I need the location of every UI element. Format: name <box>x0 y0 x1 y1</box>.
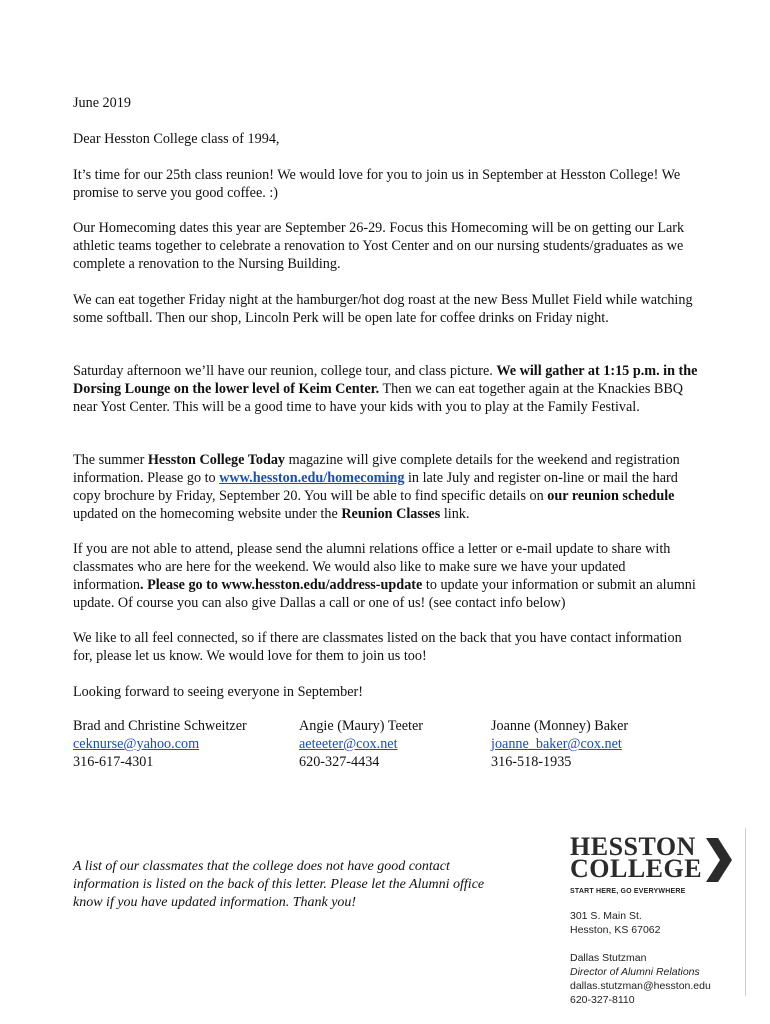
contact-title: Director of Alumni Relations <box>570 966 700 978</box>
signature-angie <box>299 717 423 771</box>
signature-joanne <box>491 717 628 771</box>
signature-brad <box>73 717 247 771</box>
magazine-text-c: in late July and register on-line or mail the hard copy brochure by Friday, September 20. You will be able to find specific details on <box>73 470 678 504</box>
signature-name: Brad and Christine Schweitzer <box>73 718 247 734</box>
address-city: Hesston, KS 67062 <box>570 924 661 936</box>
signature-email-link[interactable]: ceknurse@yahoo.com <box>73 736 200 752</box>
signature-email-link[interactable]: joanne_baker@cox.net <box>491 736 622 752</box>
paragraph-homecoming-dates: Our Homecoming dates this year are September 26-29. Focus this Homecoming will be on getting our Lark athletic teams together to celebrate a renovation to Yost Center and on our nursing students/graduates as we complete a renovation to the Nursing Building. <box>73 220 685 272</box>
magazine-text-a: The summer <box>73 452 148 468</box>
magazine-text-e: link. <box>440 506 470 522</box>
letter-salutation: Dear Hesston College class of 1994, <box>73 131 280 147</box>
contact-phone: 620-327-8110 <box>570 994 635 1006</box>
signature-phone: 620-327-4434 <box>299 754 380 770</box>
paragraph-update <box>73 540 698 612</box>
letter-date: June 2019 <box>73 95 131 111</box>
signature-name: Joanne (Monney) Baker <box>491 718 629 734</box>
college-logo <box>570 832 750 901</box>
paragraph-reunion: It’s time for our 25th class reunion! We would love for you to join us in September at Hesston College! We promise to serve you good coffee. :) <box>73 167 681 201</box>
address-street: 301 S. Main St. <box>570 910 642 922</box>
logo-tagline: START HERE, GO EVERYWHERE <box>570 888 686 895</box>
reunion-classes-text: Reunion Classes <box>341 506 441 522</box>
classmates-footnote: A list of our classmates that the college does not have good contact information is listed on the back of this letter. Please let the Alumni office know if you have updated information. Thank you! <box>73 859 485 910</box>
signature-phone: 316-518-1935 <box>491 754 572 770</box>
paragraph-saturday <box>73 362 698 416</box>
magazine-text-b: magazine will give complete details for the weekend and registration information. Please go to <box>73 452 680 486</box>
saturday-text-b: Then we can eat together again at the Knackies BBQ near Yost Center. This will be a good time to have your kids with you to play at the Family Festival. <box>73 381 684 415</box>
magazine-text-d: updated on the homecoming website under the <box>73 506 342 522</box>
chevron-right-icon <box>704 838 732 882</box>
homecoming-link[interactable]: www.hesston.edu/homecoming <box>219 470 405 486</box>
logo-line-2: COLLEGE <box>570 854 703 883</box>
address-update-text: . Please go to www.hesston.edu/address-update <box>139 577 423 593</box>
gathering-time: We will gather at 1:15 p.m. in the Dorsing Lounge on the lower level of Keim Center. <box>73 363 698 397</box>
college-logo-block <box>570 832 750 1007</box>
paragraph-closing: Looking forward to seeing everyone in September! <box>73 684 363 700</box>
contact-name: Dallas Stutzman <box>570 952 647 964</box>
reunion-schedule-text: our reunion schedule <box>547 488 675 504</box>
magazine-title: Hesston College Today <box>147 452 286 468</box>
saturday-text-a: Saturday afternoon we’ll have our reunion, college tour, and class picture. <box>73 363 497 379</box>
paragraph-magazine <box>73 451 698 523</box>
signature-phone: 316-617-4301 <box>73 754 154 770</box>
college-address <box>570 909 750 937</box>
paragraph-friday: We can eat together Friday night at the hamburger/hot dog roast at the new Bess Mullet Field while watching some softball. Then our shop, Lincoln Perk will be open late for coffee drinks on Friday night. <box>73 292 693 326</box>
update-text-b: to update your information or submit an alumni update. Of course you can also give Dallas a call or one of us! (see contact info below) <box>73 577 696 611</box>
alumni-contact <box>570 951 750 1007</box>
contact-email: dallas.stutzman@hesston.edu <box>570 980 711 992</box>
logo-divider <box>745 828 746 996</box>
signature-email-link[interactable]: aeteeter@cox.net <box>299 736 398 752</box>
paragraph-connected: We like to all feel connected, so if there are classmates listed on the back that you have contact information for, please let us know. We would love for them to join us too! <box>73 630 682 664</box>
logo-line-1: HESSTON <box>570 832 696 861</box>
signature-name: Angie (Maury) Teeter <box>299 718 424 734</box>
update-text-a: If you are not able to attend, please send the alumni relations office a letter or e-mail update to share with classmates who are here for the weekend. We would also like to make sure we have your updated information <box>73 541 671 593</box>
